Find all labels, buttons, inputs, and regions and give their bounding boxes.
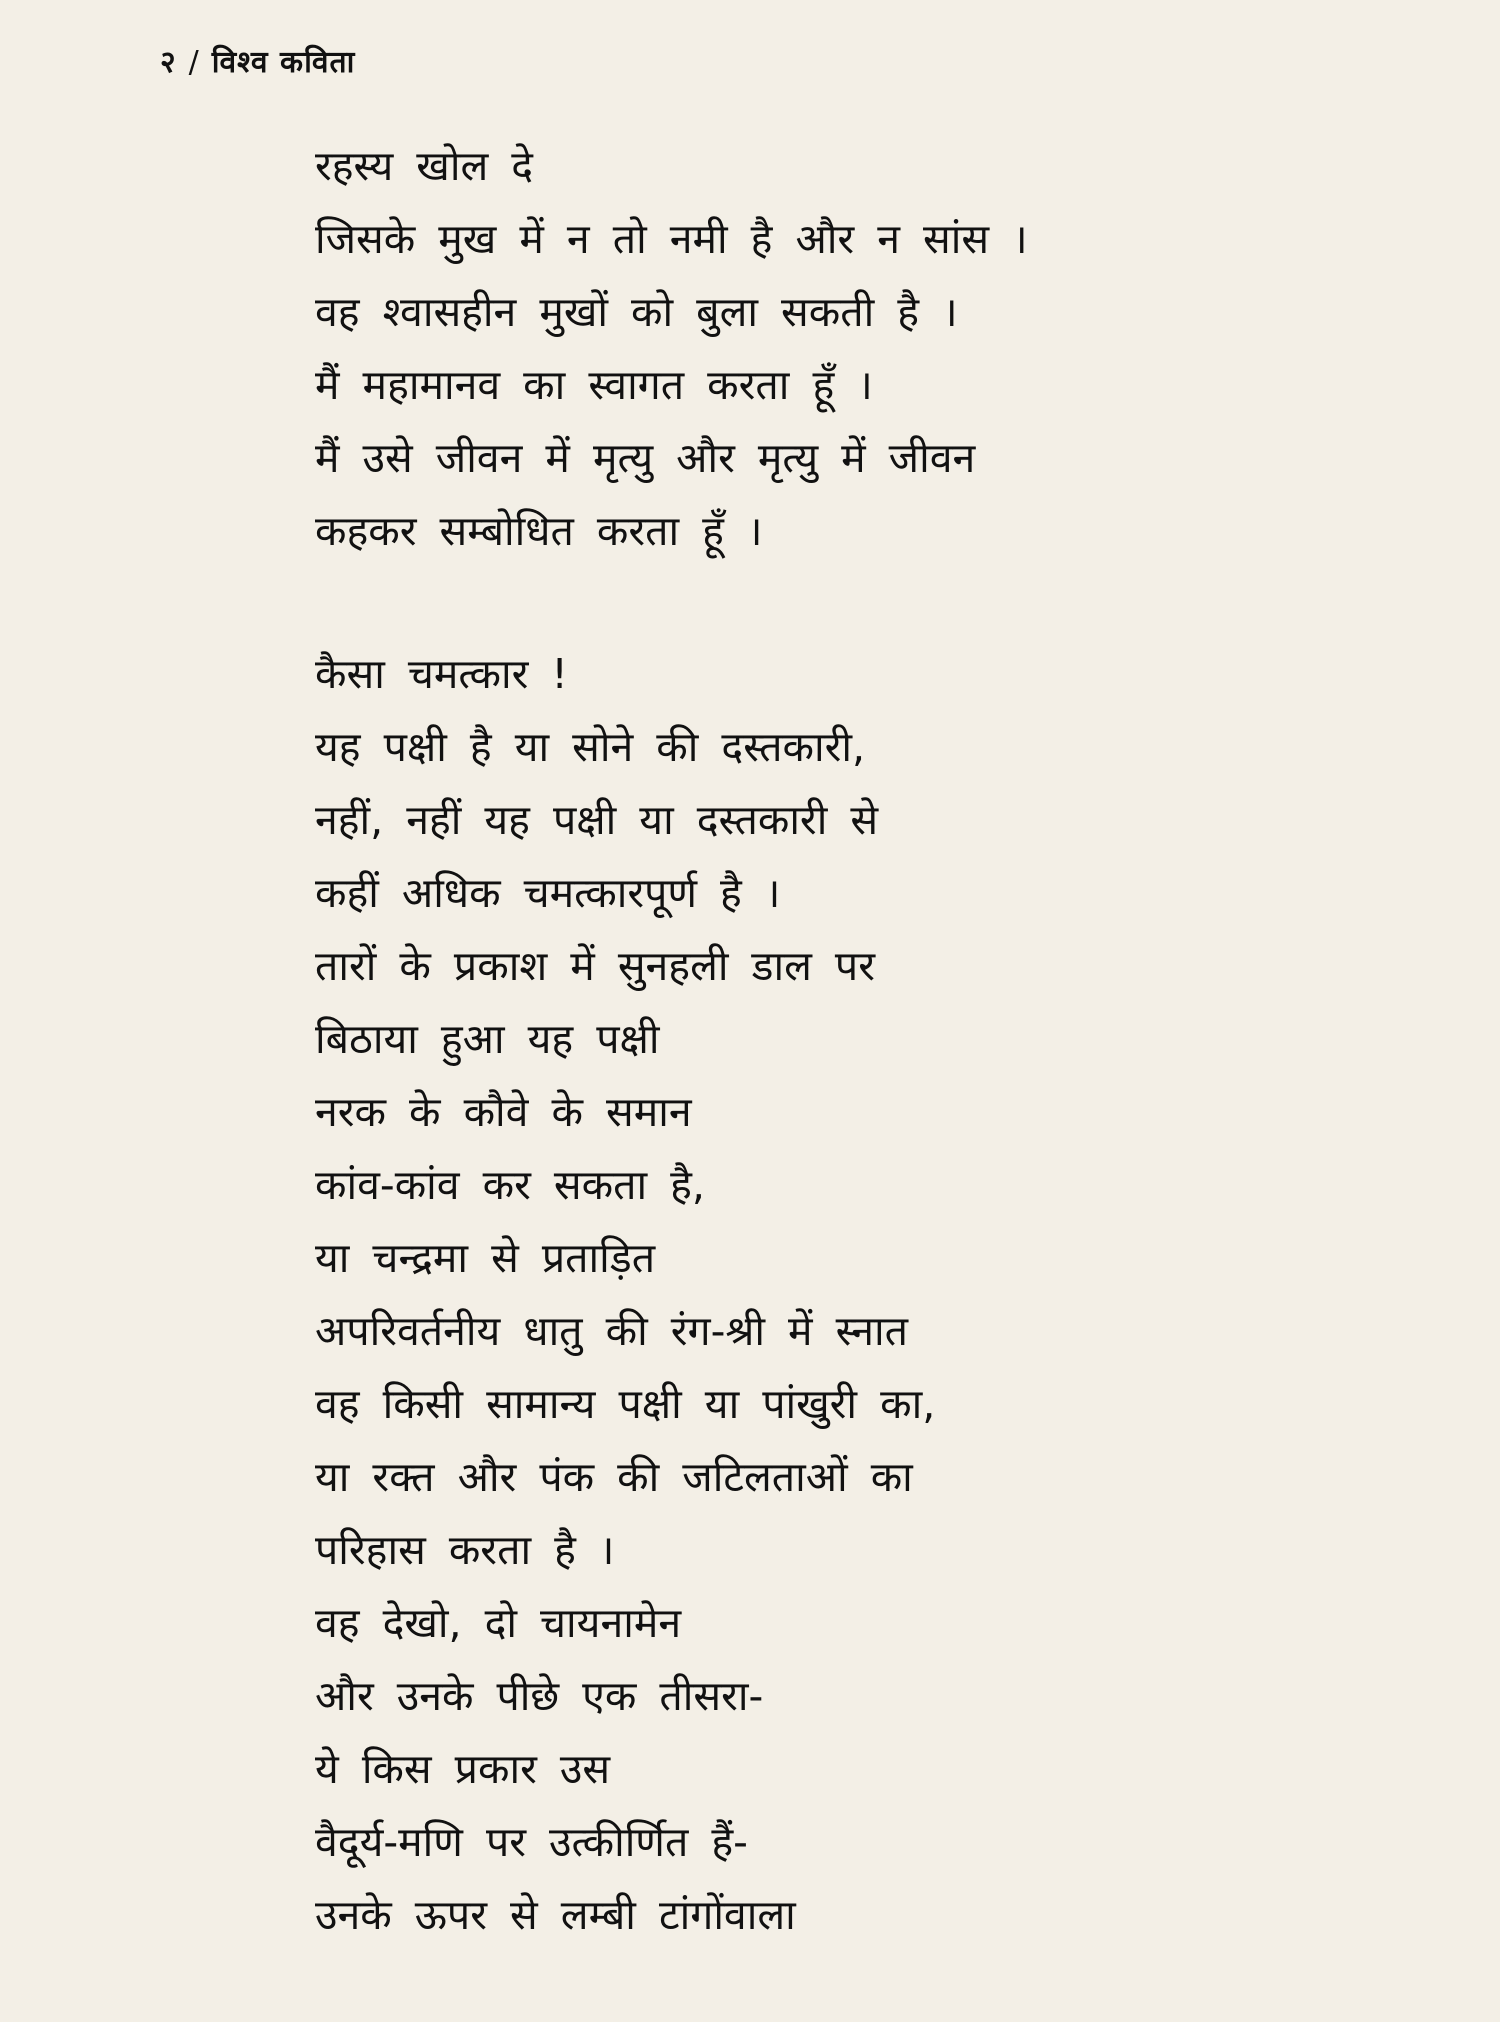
poem-line: तारों के प्रकाश में सुनहली डाल पर	[315, 942, 875, 990]
poem-line: यह पक्षी है या सोने की दस्तकारी,	[315, 723, 866, 771]
poem-line: परिहास करता है ।	[315, 1526, 615, 1574]
poem-line: रहस्य खोल दे	[315, 142, 534, 190]
poem-line: या रक्त और पंक की जटिलताओं का	[315, 1453, 913, 1501]
poem-line: वह श्वासहीन मुखों को बुला सकती है ।	[315, 288, 958, 336]
stanza	[315, 130, 1275, 568]
poem-line: नहीं, नहीं यह पक्षी या दस्तकारी से	[315, 796, 879, 844]
poem-line: वह किसी सामान्य पक्षी या पांखुरी का,	[315, 1380, 936, 1428]
poem-line: कैसा चमत्कार !	[315, 650, 568, 698]
poem-line: बिठाया हुआ यह पक्षी	[315, 1015, 660, 1063]
poem-line: ये किस प्रकार उस	[315, 1745, 611, 1793]
poem-line: वैदूर्य-मणि पर उत्कीर्णित हैं-	[315, 1818, 748, 1866]
poem-line: नरक के कौवे के समान	[315, 1088, 692, 1136]
header-separator: /	[188, 45, 200, 80]
poem-line: कहीं अधिक चमत्कारपूर्ण है ।	[315, 869, 781, 917]
stanza	[315, 638, 1275, 1952]
poem-line: या चन्द्रमा से प्रताड़ित	[315, 1234, 656, 1282]
poem-body	[315, 130, 1275, 2022]
poem-line: और उनके पीछे एक तीसरा-	[315, 1672, 764, 1720]
book-title: विश्व कविता	[211, 45, 356, 80]
poem-line: मैं उसे जीवन में मृत्यु और मृत्यु में जीवन	[315, 434, 976, 482]
poem-line: जिसके मुख में न तो नमी है और न सांस ।	[315, 215, 1028, 263]
poem-line: अपरिवर्तनीय धातु की रंग-श्री में स्नात	[315, 1307, 909, 1355]
poem-line: कांव-कांव कर सकता है,	[315, 1161, 705, 1209]
poem-line: कहकर सम्बोधित करता हूँ ।	[315, 507, 763, 555]
poem-line: वह देखो, दो चायनामेन	[315, 1599, 682, 1647]
page-header	[160, 40, 355, 81]
poem-line: उनके ऊपर से लम्बी टांगोंवाला	[315, 1891, 796, 1939]
poem-line: मैं महामानव का स्वागत करता हूँ ।	[315, 361, 873, 409]
page-number: २	[160, 45, 177, 80]
